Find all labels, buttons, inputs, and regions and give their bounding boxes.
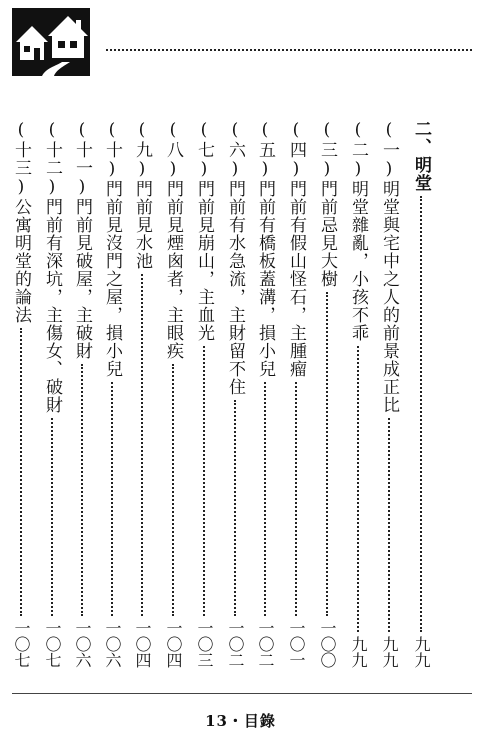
page-number: 一〇〇 (318, 620, 337, 668)
entry-title: (二)明堂雜亂，小孩不乖 (348, 120, 368, 342)
entry-title: (十三)公寓明堂的論法 (11, 120, 31, 324)
toc-entry (39, 120, 65, 668)
toc-entry (160, 120, 186, 668)
page-number: 九九 (412, 636, 431, 668)
page-footer: 13・目錄 (205, 712, 276, 730)
leader-dots (81, 364, 83, 616)
leader-dots (234, 400, 236, 616)
page-number: 一〇二 (256, 620, 275, 668)
entry-title: (八)門前見煙囪者，主眼疾 (163, 120, 183, 360)
entry-title: (三)門前忌見大樹 (317, 120, 337, 288)
page-number: 九九 (349, 636, 368, 668)
toc-entry (69, 120, 95, 668)
page-number: 一〇四 (133, 620, 152, 668)
page-number: 一〇三 (195, 620, 214, 668)
entry-title: (五)門前有橋板蓋溝，損小兒 (255, 120, 275, 378)
entry-title: (四)門前有假山怪石，主腫瘤 (286, 120, 306, 378)
leader-dots (264, 382, 266, 616)
toc-entry (8, 120, 34, 668)
entry-title: (九)門前見水池 (132, 120, 152, 270)
leader-dots (388, 418, 390, 632)
toc-section-heading (408, 120, 434, 668)
leader-dots (203, 346, 205, 616)
leader-dots (295, 382, 297, 616)
page-number: 一〇二 (226, 620, 245, 668)
page-number: 一〇六 (103, 620, 122, 668)
toc-entry (376, 120, 402, 668)
page-number: 一〇七 (12, 620, 31, 668)
toc-entry (283, 120, 309, 668)
toc-entry (314, 120, 340, 668)
toc-entry (129, 120, 155, 668)
page-number: 一〇四 (164, 620, 183, 668)
leader-dots (111, 382, 113, 616)
toc-entry (222, 120, 248, 668)
footer-rule (12, 693, 472, 694)
page-number: 一〇六 (73, 620, 92, 668)
toc-entry (345, 120, 371, 668)
entry-title: (十一)門前見破屋，主破財 (72, 120, 92, 360)
page-number: 九九 (380, 636, 399, 668)
entry-title: (十二)門前有深坑，主傷女、破財 (42, 120, 62, 414)
page-number: 一〇一 (287, 620, 306, 668)
leader-dots (141, 274, 143, 616)
entry-title: (十)門前見沒門之屋，損小兒 (102, 120, 122, 378)
entry-title: (一)明堂與宅中之人的前景成正比 (379, 120, 399, 414)
leader-dots (51, 418, 53, 616)
section-title: 二、明堂 (411, 120, 431, 192)
leader-dots (420, 196, 422, 632)
leader-dots (172, 364, 174, 616)
entry-title: (六)門前有水急流，主財留不住 (225, 120, 245, 396)
leader-dots (20, 328, 22, 616)
toc-entry (191, 120, 217, 668)
page-number: 一〇七 (43, 620, 62, 668)
entry-title: (七)門前見崩山，主血光 (194, 120, 214, 342)
leader-dots (357, 346, 359, 632)
toc-entry (252, 120, 278, 668)
toc-entry (99, 120, 125, 668)
leader-dots (326, 292, 328, 616)
